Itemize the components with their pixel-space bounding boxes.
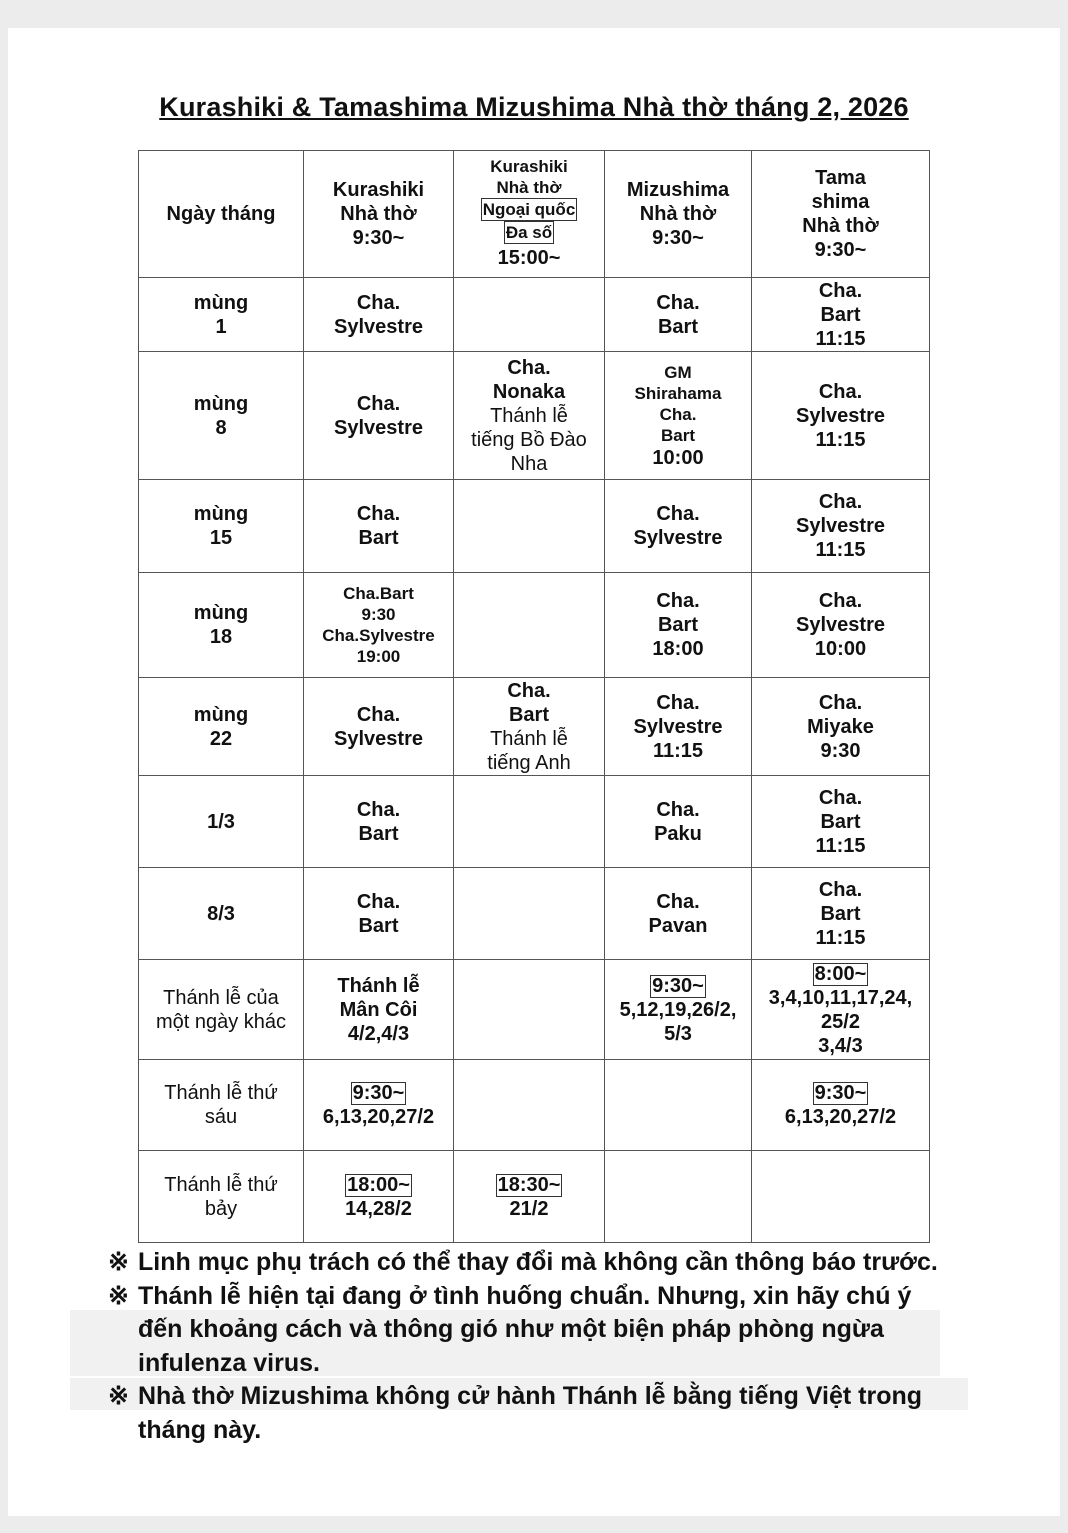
date-cell: 8/3 xyxy=(139,868,304,960)
mizushima-cell: Cha. Sylvestre 11:15 xyxy=(605,678,752,776)
mizushima-cell: 9:30~ 5,12,19,26/2, 5/3 xyxy=(605,960,752,1060)
tamashima-cell: Cha. Sylvestre 10:00 xyxy=(752,573,930,678)
foreign-cell xyxy=(454,960,605,1060)
foreign-label-box: Ngoại quốc xyxy=(482,200,576,219)
mizushima-cell: Cha. Bart xyxy=(605,278,752,352)
mizushima-cell: Cha. Sylvestre xyxy=(605,480,752,573)
foreign-cell xyxy=(454,776,605,868)
tamashima-cell: 9:30~ 6,13,20,27/2 xyxy=(752,1060,930,1151)
kurashiki-cell: Cha. Bart xyxy=(304,480,454,573)
tamashima-cell: Cha. Bart 11:15 xyxy=(752,868,930,960)
reference-mark: ※ xyxy=(108,1248,129,1276)
table-row xyxy=(139,776,930,868)
majority-label-box: Đa số xyxy=(505,223,553,242)
foreign-cell xyxy=(454,480,605,573)
table-header-row xyxy=(139,151,930,278)
table-row xyxy=(139,573,930,678)
header-kurashiki-foreign: Kurashiki Nhà thờ Ngoại quốc Đa số 15:00~ xyxy=(454,151,605,278)
reference-mark: ※ xyxy=(108,1382,129,1410)
date-cell: mùng 8 xyxy=(139,352,304,480)
tamashima-cell: Cha. Miyake 9:30 xyxy=(752,678,930,776)
tamashima-cell: Cha. Bart 11:15 xyxy=(752,776,930,868)
header-date: Ngày tháng xyxy=(139,151,304,278)
date-cell: mùng 18 xyxy=(139,573,304,678)
date-cell: mùng 1 xyxy=(139,278,304,352)
note-item: ※ Nhà thờ Mizushima không cử hành Thánh lễ bằng tiếng Việt trong tháng này. xyxy=(108,1382,923,1444)
kurashiki-cell: 9:30~ 6,13,20,27/2 xyxy=(304,1060,454,1151)
table-row xyxy=(139,678,930,776)
table-row xyxy=(139,868,930,960)
date-cell: mùng 22 xyxy=(139,678,304,776)
other-day-label: Thánh lễ của một ngày khác xyxy=(139,960,304,1060)
date-cell: mùng 15 xyxy=(139,480,304,573)
tamashima-cell xyxy=(752,1151,930,1243)
kurashiki-cell: Cha. Sylvestre xyxy=(304,678,454,776)
tamashima-cell: Cha. Sylvestre 11:15 xyxy=(752,480,930,573)
note-item: ※ Linh mục phụ trách có thể thay đổi mà không cần thông báo trước. xyxy=(108,1246,1008,1280)
foreign-cell xyxy=(454,1060,605,1151)
foreign-cell xyxy=(454,868,605,960)
time-box: 9:30~ xyxy=(352,1082,405,1104)
kurashiki-cell: Thánh lễ Mân Côi 4/2,4/3 xyxy=(304,960,454,1060)
table-row xyxy=(139,352,930,480)
kurashiki-cell: Cha.Bart 9:30 Cha.Sylvestre 19:00 xyxy=(304,573,454,678)
tamashima-cell: Cha. Bart 11:15 xyxy=(752,278,930,352)
saturday-row xyxy=(139,1151,930,1243)
tamashima-cell: Cha. Sylvestre 11:15 xyxy=(752,352,930,480)
kurashiki-cell: 18:00~ 14,28/2 xyxy=(304,1151,454,1243)
table-row xyxy=(139,480,930,573)
time-box: 18:30~ xyxy=(497,1173,561,1196)
date-cell: 1/3 xyxy=(139,776,304,868)
kurashiki-cell: Cha. Bart xyxy=(304,868,454,960)
friday-row xyxy=(139,1060,930,1151)
kurashiki-cell: Cha. Sylvestre xyxy=(304,278,454,352)
header-tamashima: Tama shima Nhà thờ 9:30~ xyxy=(752,151,930,278)
time-box: 9:30~ xyxy=(814,1082,867,1104)
mizushima-cell xyxy=(605,1060,752,1151)
foreign-cell: Cha. Nonaka Thánh lễ tiếng Bồ Đào Nha xyxy=(454,352,605,480)
table-row xyxy=(139,278,930,352)
foreign-cell xyxy=(454,573,605,678)
time-box: 18:00~ xyxy=(347,1173,410,1196)
reference-mark: ※ xyxy=(108,1281,129,1310)
friday-label: Thánh lễ thứ sáu xyxy=(139,1060,304,1151)
foreign-cell: 18:30~ 21/2 xyxy=(454,1151,605,1243)
kurashiki-cell: Cha. Bart xyxy=(304,776,454,868)
notes-section xyxy=(108,1246,1008,1447)
mizushima-cell: Cha. Paku xyxy=(605,776,752,868)
header-kurashiki: Kurashiki Nhà thờ 9:30~ xyxy=(304,151,454,278)
kurashiki-cell: Cha. Sylvestre xyxy=(304,352,454,480)
document-title: Kurashiki & Tamashima Mizushima Nhà thờ tháng 2, 2026 xyxy=(159,92,909,122)
foreign-cell: Cha. Bart Thánh lễ tiếng Anh xyxy=(454,678,605,776)
foreign-cell xyxy=(454,278,605,352)
time-box: 8:00~ xyxy=(814,962,867,985)
note-item: ※ Thánh lễ hiện tại đang ở tình huống chuẩn. Nhưng, xin hãy chú ý đến khoảng cách và thông gió như một biện pháp phòng ngừa infulenza virus. xyxy=(108,1281,912,1377)
mizushima-cell: GM Shirahama Cha. Bart 10:00 xyxy=(605,352,752,480)
mizushima-cell: Cha. Bart 18:00 xyxy=(605,573,752,678)
mizushima-cell xyxy=(605,1151,752,1243)
tamashima-cell: 8:00~ 3,4,10,11,17,24, 25/2 3,4/3 xyxy=(752,960,930,1060)
mizushima-cell: Cha. Pavan xyxy=(605,868,752,960)
time-box: 9:30~ xyxy=(652,974,704,997)
saturday-label: Thánh lễ thứ bảy xyxy=(139,1151,304,1243)
header-mizushima: Mizushima Nhà thờ 9:30~ xyxy=(605,151,752,278)
other-day-row xyxy=(139,960,930,1060)
mass-schedule-table xyxy=(138,150,930,1243)
